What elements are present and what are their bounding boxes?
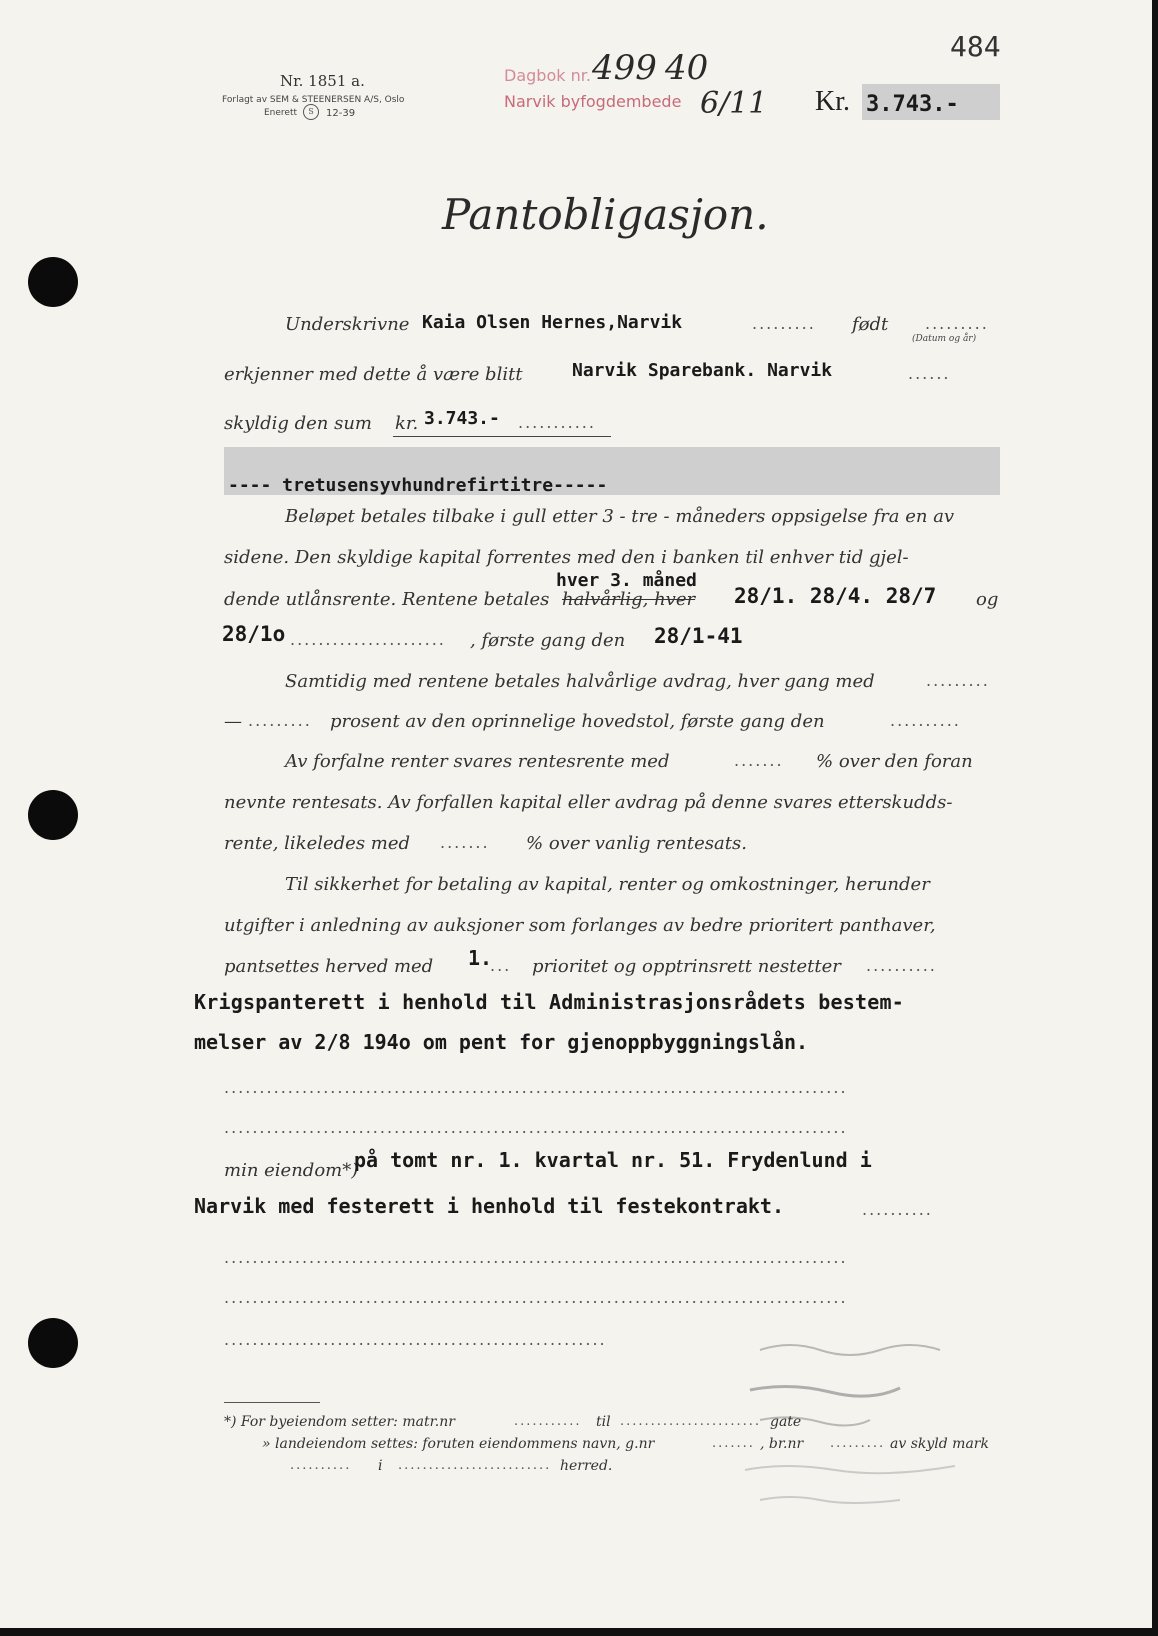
publisher-date: 12-39 xyxy=(326,108,356,119)
page-number: 484 xyxy=(950,30,1001,63)
footnote-dots-5: .......... xyxy=(290,1458,352,1473)
journal-number: 499 xyxy=(592,48,657,88)
publisher-rights: Enerett xyxy=(264,108,298,118)
interest-dates: 28/1. 28/4. 28/7 xyxy=(734,584,937,608)
interest-overtype: hver 3. måned xyxy=(556,570,697,591)
interest-date-4: 28/1o xyxy=(222,622,286,646)
og-label: og xyxy=(976,589,999,610)
underskrivne-label: Underskrivne xyxy=(285,314,410,335)
paragraph-line-11: utgifter i anledning av auksjoner som forlanges av bedre prioritert panthaver, xyxy=(224,915,936,936)
paragraph-line-5: Samtidig med rentene betales halvårlige avdrag, hver gang med xyxy=(285,671,875,692)
footnote-dots-6: ......................... xyxy=(398,1458,552,1473)
dots-4: ........... xyxy=(518,413,596,432)
footnote-line-1a: *) For byeiendom setter: matr.nr xyxy=(224,1414,455,1430)
skyldig-label: skyldig den sum xyxy=(224,413,372,434)
blank-line-2: ........................................................................................ xyxy=(224,1118,848,1137)
dots-2: ......... xyxy=(925,314,989,333)
first-payment-date: 28/1-41 xyxy=(654,624,743,648)
dots-12: .......... xyxy=(866,956,937,975)
datum-note: (Datum og år) xyxy=(912,334,977,344)
publisher-seal-icon: S xyxy=(303,104,319,120)
footnote-dots-4: ......... xyxy=(830,1436,886,1451)
dots-5: ...................... xyxy=(290,630,446,649)
footnote-dots-3: ....... xyxy=(712,1436,755,1451)
erkjenner-label: erkjenner med dette å være blitt xyxy=(224,364,523,385)
dots-7: ......... xyxy=(248,711,312,730)
journal-date: 6/11 xyxy=(700,86,768,121)
paragraph-line-1: Beløpet betales tilbake i gull etter 3 - tre - måneders oppsigelse fra en av xyxy=(285,506,955,527)
creditor-name: Narvik Sparebank. Narvik xyxy=(572,360,833,381)
paragraph-line-10: Til sikkerhet for betaling av kapital, renter og omkostninger, herunder xyxy=(285,874,930,895)
typed-line-1: Krigspanterett i henhold til Administrasjonsrådets bestem- xyxy=(194,990,904,1014)
paragraph-line-9a: rente, likeledes med xyxy=(224,833,411,854)
stamp-court: Narvik byfogdembede xyxy=(504,92,682,111)
blank-line-4: ........................................................................................ xyxy=(224,1288,848,1307)
dots-8: .......... xyxy=(890,711,961,730)
dots-6: ......... xyxy=(926,671,990,690)
blank-line-5: ...................................................... xyxy=(224,1330,607,1349)
eiendom-label: min eiendom*) xyxy=(224,1160,359,1181)
footnote-dots-2: ....................... xyxy=(620,1414,762,1429)
paragraph-line-7a: Av forfalne renter svares rentesrente med xyxy=(285,751,670,772)
blank-line-1: ........................................................................................ xyxy=(224,1078,848,1097)
footnote-dots-1: ........... xyxy=(514,1414,582,1429)
punch-hole-bottom xyxy=(28,1318,78,1368)
typed-line-3: på tomt nr. 1. kvartal nr. 51. Frydenlund i xyxy=(354,1148,872,1172)
paragraph-line-8: nevnte rentesats. Av forfallen kapital eller avdrag på denne svares etterskudds- xyxy=(224,792,953,813)
footnote-line-3b: herred. xyxy=(560,1458,613,1474)
paragraph-line-12b: prioritet og opptrinsrett nestetter xyxy=(532,956,841,977)
publisher-line: Forlagt av SEM & STEENERSEN A/S, Oslo xyxy=(222,95,405,105)
journal-year: 40 xyxy=(665,48,709,88)
dots-3: ...... xyxy=(908,364,951,383)
kr-label: kr. xyxy=(395,413,419,434)
paragraph-line-2: sidene. Den skyldige kapital forrentes med den i banken til enhver tid gjel- xyxy=(224,547,909,568)
form-number: Nr. 1851 a. xyxy=(280,72,365,90)
typed-line-4: Narvik med festerett i henhold til festekontrakt. xyxy=(194,1194,785,1218)
paragraph-line-7b: % over den foran xyxy=(816,751,973,772)
footnote-line-2b: , br.nr xyxy=(760,1436,804,1452)
amount-value: 3.743.- xyxy=(866,92,959,117)
first-payment-label: , første gang den xyxy=(470,630,626,651)
dots-1: ......... xyxy=(752,314,816,333)
debtor-name: Kaia Olsen Hernes,Narvik xyxy=(422,312,683,333)
paragraph-line-9b: % over vanlig rentesats. xyxy=(526,833,747,854)
sum-words: ---- tretusensyvhundrefirtitre----- xyxy=(228,475,608,496)
amount-label: Kr. xyxy=(815,86,850,117)
dots-11: ... xyxy=(490,956,512,975)
paragraph-line-6: prosent av den oprinnelige hovedstol, første gang den xyxy=(330,711,825,732)
punch-hole-middle xyxy=(28,790,78,840)
installment-dash: — xyxy=(224,711,242,732)
typed-line-2: melser av 2/8 194o om pent for gjenoppbyggningslån. xyxy=(194,1030,809,1054)
footnote-line-3a: i xyxy=(378,1458,383,1474)
stamp-dagbok: Dagbok nr. xyxy=(504,66,591,85)
footnote-line-1c: gate xyxy=(770,1414,802,1430)
footnote-line-2a: » landeiendom settes: foruten eiendommens navn, g.nr xyxy=(262,1436,655,1452)
footnote-line-2c: av skyld mark xyxy=(890,1436,989,1452)
dots-9: ....... xyxy=(734,751,784,770)
interest-struck: halvårlig, hver xyxy=(562,589,696,610)
sum-figures: 3.743.- xyxy=(424,408,500,429)
punch-hole-top xyxy=(28,257,78,307)
paragraph-line-3: dende utlånsrente. Rentene betales xyxy=(224,589,550,610)
blank-line-3: ........................................................................................ xyxy=(224,1248,848,1267)
paragraph-line-12a: pantsettes herved med xyxy=(224,956,434,977)
fodt-label: født xyxy=(852,314,889,335)
priority-number: 1. xyxy=(468,946,493,970)
footnote-rule xyxy=(224,1402,320,1403)
page-title: Pantobligasjon. xyxy=(442,190,769,239)
dots-10: ....... xyxy=(440,833,490,852)
dots-13: .......... xyxy=(862,1200,933,1219)
footnote-line-1b: til xyxy=(596,1414,611,1430)
